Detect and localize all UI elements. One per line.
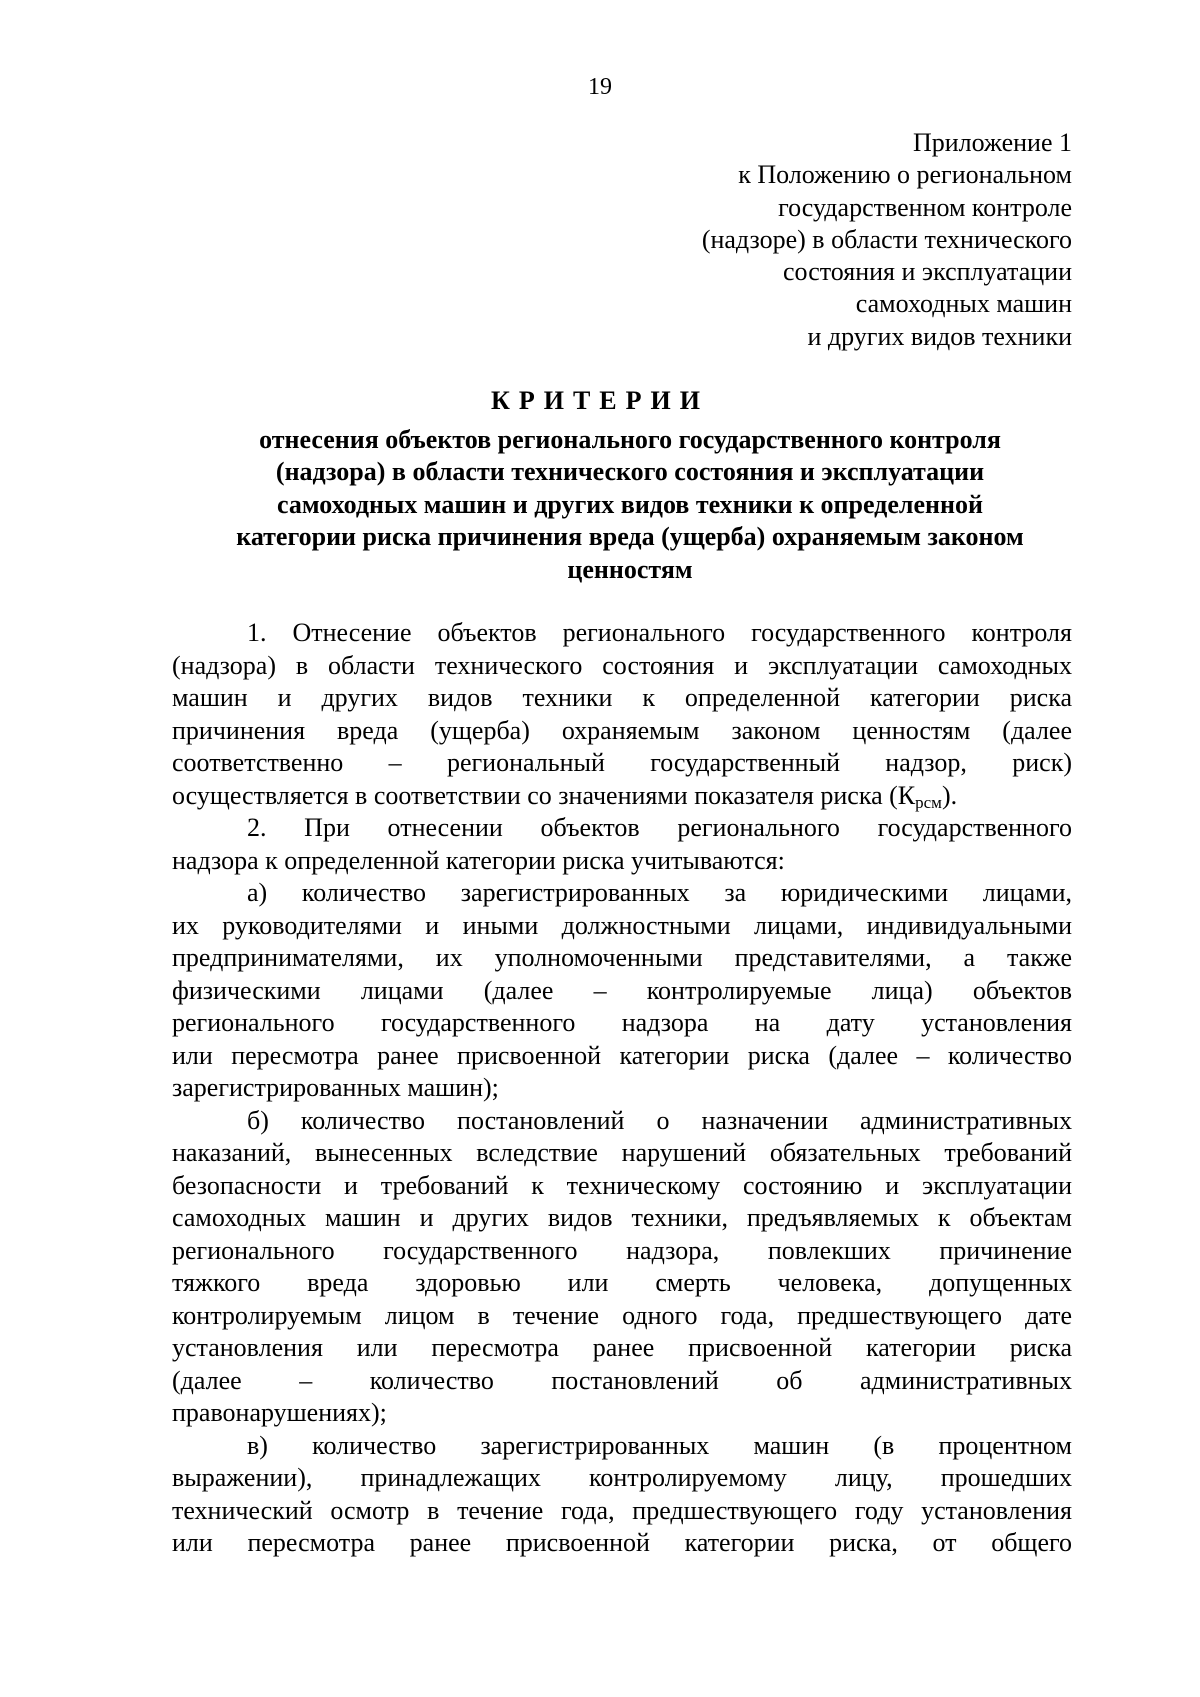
text-line: физическими лицами (далее – контролируемые лица) объектов: [172, 975, 1072, 1005]
list-item-c: [172, 1430, 1072, 1560]
appendix-line: к Положению о региональном: [738, 160, 1072, 190]
text-line: их руководителями и иными должностными лицами, индивидуальными: [172, 910, 1072, 940]
text-line: 1. Отнесение объектов регионального государственного контроля: [247, 618, 1072, 647]
list-item-b: [172, 1105, 1072, 1430]
paragraph-2: [172, 812, 1072, 877]
appendix-reference: [552, 127, 1072, 353]
text-line: или пересмотра ранее присвоенной категории риска, от общего: [172, 1528, 1072, 1557]
text-line: (далее – количество постановлений об административных: [172, 1365, 1072, 1395]
text-line: 2. При отнесении объектов регионального государственного: [247, 813, 1072, 842]
text-line: надзора к определенной категории риска учитываются:: [172, 845, 785, 875]
text-line: причинения вреда (ущерба) охраняемым законом ценностям (далее: [172, 715, 1072, 745]
document-title: КРИТЕРИИ: [491, 386, 709, 415]
appendix-line: состояния и эксплуатации: [783, 257, 1072, 287]
appendix-line: (надзоре) в области технического: [701, 224, 1072, 254]
text-line: самоходных машин и других видов техники, предъявляемых к объектам: [172, 1203, 1072, 1232]
text-fragment: осуществляется в соответствии со значениями показателя риска (К: [172, 780, 916, 810]
text-line: а) количество зарегистрированных за юридическими лицами,: [247, 878, 1072, 907]
text-line: выражении), принадлежащих контролируемому лицу, прошедших: [172, 1463, 1072, 1492]
subtitle-line: категории риска причинения вреда (ущерба) охраняемым законом: [236, 522, 1024, 552]
text-line: машин и других видов техники к определенной категории риска: [172, 683, 1072, 712]
subtitle-line: самоходных машин и других видов техники к определенной: [277, 489, 983, 519]
text-line: [172, 780, 1072, 813]
document-subtitle: [190, 424, 1070, 586]
text-line: тяжкого вреда здоровью или смерть человека, допущенных: [172, 1268, 1072, 1297]
text-line: или пересмотра ранее присвоенной категории риска (далее – количество: [172, 1040, 1072, 1070]
text-line: соответственно – региональный государственный надзор, риск): [172, 748, 1072, 777]
text-line: (надзора) в области технического состояния и эксплуатации самоходных: [172, 650, 1072, 680]
text-line: контролируемым лицом в течение одного года, предшествующего дате: [172, 1300, 1072, 1330]
text-line: в) количество зарегистрированных машин (в процентном: [247, 1430, 1072, 1460]
appendix-line: самоходных машин: [855, 289, 1072, 319]
text-line: установления или пересмотра ранее присвоенной категории риска: [172, 1333, 1072, 1362]
text-line: технический осмотр в течение года, предшествующего году установления: [172, 1495, 1072, 1525]
text-line: регионального государственного надзора, повлекших причинение: [172, 1235, 1072, 1265]
text-line: предпринимателями, их уполномоченными представителями, а также: [172, 943, 1072, 972]
subtitle-line: отнесения объектов регионального государственного контроля: [259, 425, 1001, 454]
risk-index-subscript: рсм: [915, 792, 942, 812]
text-line: наказаний, вынесенных вследствие нарушений обязательных требований: [172, 1138, 1072, 1167]
list-item-a: [172, 877, 1072, 1105]
paragraph-1: [172, 617, 1072, 812]
page-number: 19: [588, 74, 612, 100]
appendix-line: Приложение 1: [912, 128, 1072, 157]
appendix-line: государственном контроле: [778, 192, 1072, 222]
text-line: регионального государственного надзора на дату установления: [172, 1008, 1072, 1037]
text-line: б) количество постановлений о назначении административных: [247, 1105, 1072, 1135]
appendix-line: и других видов техники: [807, 321, 1072, 351]
subtitle-line: (надзора) в области технического состояния и эксплуатации: [275, 457, 985, 487]
text-fragment: ).: [941, 780, 958, 810]
document-body: [172, 617, 1072, 1560]
subtitle-line: ценностям: [567, 554, 693, 584]
text-line: правонарушениях);: [172, 1398, 387, 1427]
text-line: зарегистрированных машин);: [172, 1073, 499, 1102]
text-line: безопасности и требований к техническому состоянию и эксплуатации: [172, 1170, 1072, 1200]
